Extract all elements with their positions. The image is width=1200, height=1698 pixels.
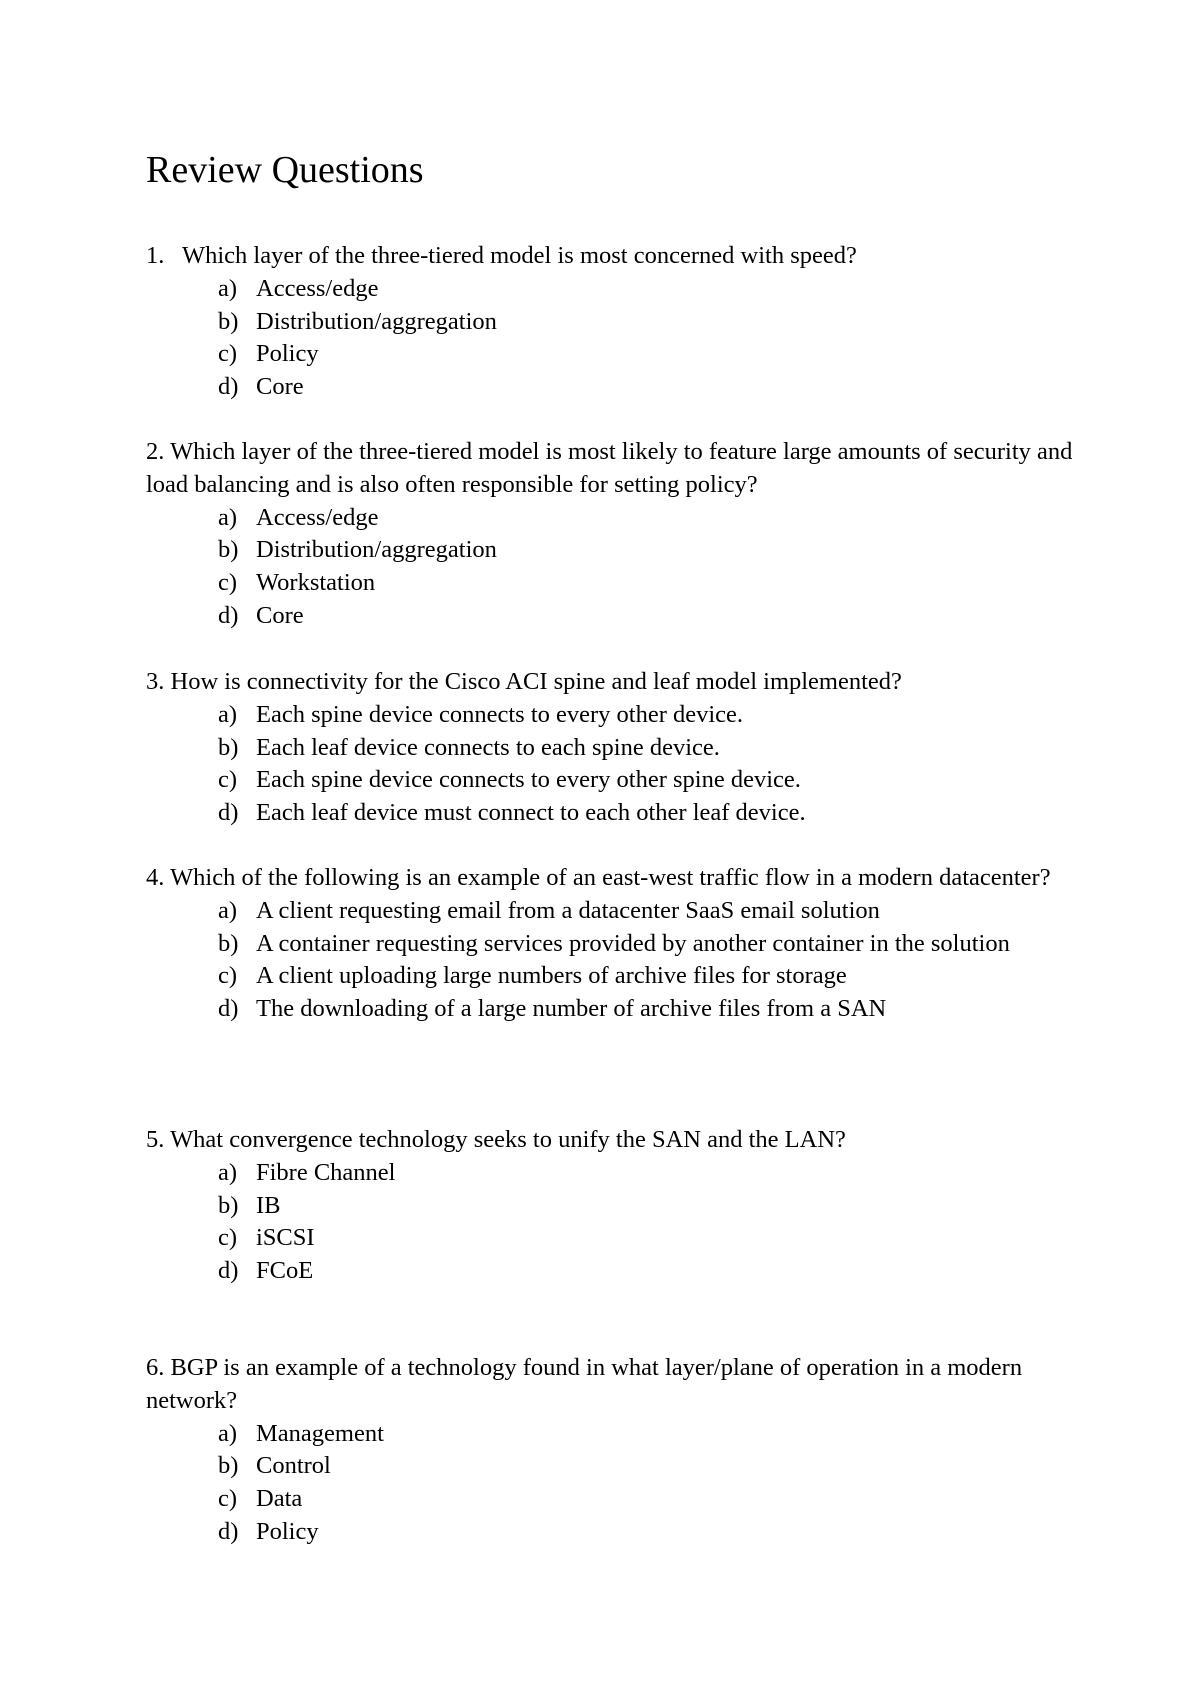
option-d [218,797,1086,830]
question-5 [146,1124,1086,1288]
option-d [218,1516,1086,1549]
option-letter: d) [218,601,239,629]
question-6 [146,1352,1086,1549]
option-letter: b) [218,929,239,957]
option-text: Policy [256,340,319,368]
option-letter: a) [218,1419,238,1447]
page-title: Review Questions [146,149,424,191]
option-text: Each leaf device connects to each spine device. [256,733,720,761]
option-letter: d) [218,373,239,401]
option-letter: d) [218,1257,239,1285]
question-2 [146,436,1086,633]
option-text: FCoE [256,1257,314,1285]
option-letter: d) [218,995,239,1023]
question-text: Which layer of the three-tiered model is most concerned with speed? [182,242,857,269]
option-text: IB [256,1191,281,1219]
option-text: Control [256,1452,331,1480]
option-letter: b) [218,1191,239,1219]
option-letter: c) [218,340,238,368]
option-b [218,306,1086,339]
question-text: How is connectivity for the Cisco ACI spine and leaf model implemented? [170,668,902,695]
question-stem [146,436,1086,502]
question-stem [146,240,1086,273]
option-text: A container requesting services provided by another container in the solution [256,929,1010,957]
option-b [218,534,1086,567]
option-c [218,567,1086,600]
option-a [218,699,1086,732]
question-number: 1. [146,242,165,269]
option-c [218,1222,1086,1255]
question-text: Which of the following is an example of an east-west traffic flow in a modern datacenter? [170,864,1051,891]
options-list [146,502,1086,633]
option-text: Each spine device connects to every other spine device. [256,766,801,794]
option-letter: c) [218,1485,238,1513]
option-a [218,502,1086,535]
question-number: 3. [146,668,165,695]
options-list [146,699,1086,830]
option-text: Each leaf device must connect to each other leaf device. [256,799,806,827]
option-text: Each spine device connects to every other device. [256,700,744,728]
option-a [218,1157,1086,1190]
option-text: Distribution/aggregation [256,536,497,564]
option-letter: a) [218,1158,238,1186]
question-3 [146,666,1086,830]
option-text: Management [256,1419,384,1447]
option-text: Core [256,373,304,401]
question-stem [146,1124,1086,1157]
option-letter: b) [218,733,239,761]
options-list [146,273,1086,404]
question-number: 2. [146,438,165,465]
option-letter: a) [218,274,238,302]
question-text: BGP is an example of a technology found in what layer/plane of operation in a modern network? [146,1354,1023,1414]
option-c [218,960,1086,993]
option-c [218,1483,1086,1516]
option-text: The downloading of a large number of archive files from a SAN [256,995,887,1023]
option-c [218,338,1086,371]
option-letter: b) [218,1452,239,1480]
option-text: Data [256,1485,303,1513]
option-text: Policy [256,1517,319,1545]
question-stem [146,862,1086,895]
option-letter: b) [218,536,239,564]
option-d [218,371,1086,404]
option-b [218,928,1086,961]
option-letter: c) [218,766,238,794]
option-b [218,732,1086,765]
option-text: Fibre Channel [256,1158,396,1186]
option-text: Distribution/aggregation [256,307,497,335]
option-letter: a) [218,700,238,728]
option-text: A client requesting email from a datacenter SaaS email solution [256,896,880,924]
option-letter: c) [218,1224,238,1252]
option-text: iSCSI [256,1224,315,1252]
question-number: 6. [146,1354,165,1381]
question-stem [146,666,1086,699]
option-a [218,1418,1086,1451]
option-a [218,273,1086,306]
option-text: Workstation [256,569,376,597]
question-number: 4. [146,864,165,891]
option-letter: b) [218,307,239,335]
option-c [218,764,1086,797]
question-1 [146,240,1086,404]
question-stem [146,1352,1086,1418]
option-text: Access/edge [256,503,379,531]
option-letter: d) [218,1517,239,1545]
options-list [146,1157,1086,1288]
question-4 [146,862,1086,1026]
option-d [218,1255,1086,1288]
option-b [218,1190,1086,1223]
option-letter: a) [218,896,238,924]
option-text: Core [256,601,304,629]
option-b [218,1450,1086,1483]
option-letter: c) [218,569,238,597]
option-text: A client uploading large numbers of archive files for storage [256,962,847,990]
option-letter: c) [218,962,238,990]
option-d [218,600,1086,633]
option-letter: d) [218,799,239,827]
option-letter: a) [218,503,238,531]
question-text: Which layer of the three-tiered model is most likely to feature large amounts of security and load balancing and is also often responsible for setting policy? [146,438,1073,498]
options-list [146,895,1086,1026]
options-list [146,1418,1086,1549]
option-a [218,895,1086,928]
question-text: What convergence technology seeks to unify the SAN and the LAN? [170,1126,846,1153]
option-text: Access/edge [256,274,379,302]
option-d [218,993,1086,1026]
question-number: 5. [146,1126,165,1153]
